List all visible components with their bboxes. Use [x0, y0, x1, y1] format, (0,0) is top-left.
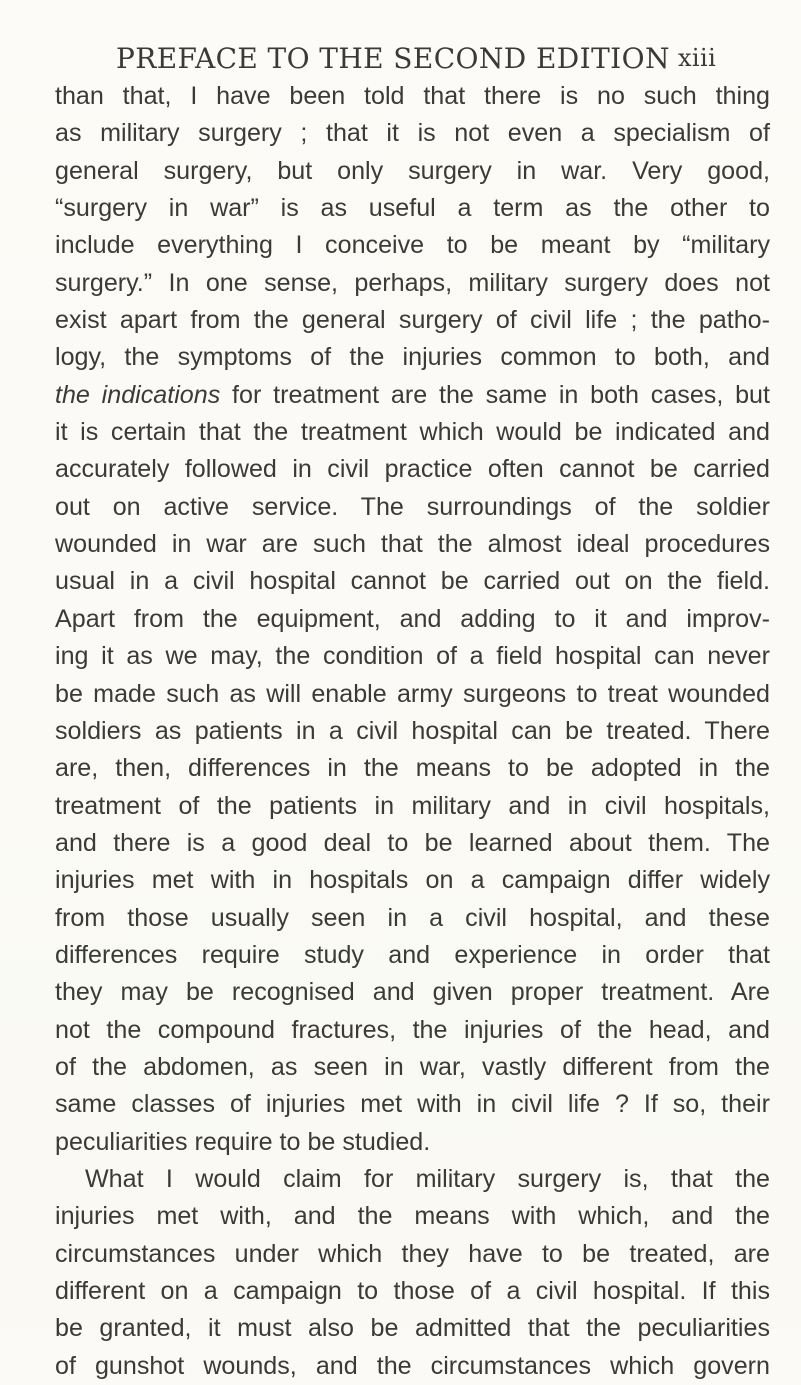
text-line: than that, I have been told that there is no such thing	[55, 82, 770, 110]
text-line: are, then, differences in the means to be adopted in the	[55, 754, 770, 783]
text-line: from those usually seen in a civil hospital, and these	[55, 903, 770, 932]
text-line: soldiers as patients in a civil hospital can be treated. There	[55, 716, 770, 745]
text-line: of the abdomen, as seen in war, vastly different from the	[55, 1052, 770, 1081]
text-line: as military surgery ; that it is not even a specialism of	[55, 119, 770, 148]
text-line: “surgery in war” is as useful a term as the other to	[55, 194, 770, 223]
text-line-rest: for treatment are the same in both cases, but	[232, 380, 770, 409]
text-line: differences require study and experience in order that	[55, 940, 770, 969]
text-line: be made such as will enable army surgeons to treat wounded	[55, 679, 770, 708]
paragraph-first-line: What I would claim for military surgery is, that the	[85, 1164, 770, 1193]
text-line: accurately followed in civil practice often cannot be carried	[55, 455, 770, 484]
text-line: out on active service. The surroundings of the soldier	[55, 492, 770, 521]
text-line: injuries met with in hospitals on a campaign differ widely	[55, 866, 770, 895]
running-header	[116, 42, 776, 82]
text-line: it is certain that the treatment which would be indicated and	[55, 418, 770, 447]
running-title: PREFACE TO THE SECOND EDITION	[116, 42, 670, 75]
text-line: ing it as we may, the condition of a field hospital can never	[55, 642, 770, 671]
text-line: of gunshot wounds, and the circumstances which govern	[55, 1351, 770, 1380]
text-line: Apart from the equipment, and adding to it and improv-	[55, 604, 770, 633]
text-line: circumstances under which they have to be treated, are	[55, 1239, 770, 1268]
text-line: general surgery, but only surgery in war. Very good,	[55, 156, 770, 185]
italic-phrase: the indications	[55, 380, 221, 409]
text-line: they may be recognised and given proper treatment. Are	[55, 978, 770, 1007]
text-line: logy, the symptoms of the injuries common to both, and	[55, 343, 770, 372]
text-line: wounded in war are such that the almost ideal procedures	[55, 530, 770, 559]
text-line: include everything I conceive to be meant by “military	[55, 231, 770, 260]
page-number: xiii	[678, 44, 717, 72]
text-line: not the compound fractures, the injuries of the head, and	[55, 1015, 770, 1044]
text-line: treatment of the patients in military and in civil hospitals,	[55, 791, 770, 820]
text-line-with-italic	[55, 377, 770, 414]
text-line: different on a campaign to those of a civil hospital. If this	[55, 1277, 770, 1305]
body-text	[55, 78, 770, 1385]
text-line: same classes of injuries met with in civil life ? If so, their	[55, 1090, 770, 1119]
text-line: surgery.” In one sense, perhaps, military surgery does not	[55, 268, 770, 297]
text-line: usual in a civil hospital cannot be carried out on the field.	[55, 567, 770, 596]
text-line: be granted, it must also be admitted that the peculiarities	[55, 1314, 770, 1343]
text-line: injuries met with, and the means with which, and the	[55, 1202, 770, 1231]
paragraph-last-line: peculiarities require to be studied.	[55, 1127, 431, 1156]
text-line: exist apart from the general surgery of civil life ; the patho-	[55, 306, 770, 335]
text-line: and there is a good deal to be learned about them. The	[55, 828, 770, 857]
